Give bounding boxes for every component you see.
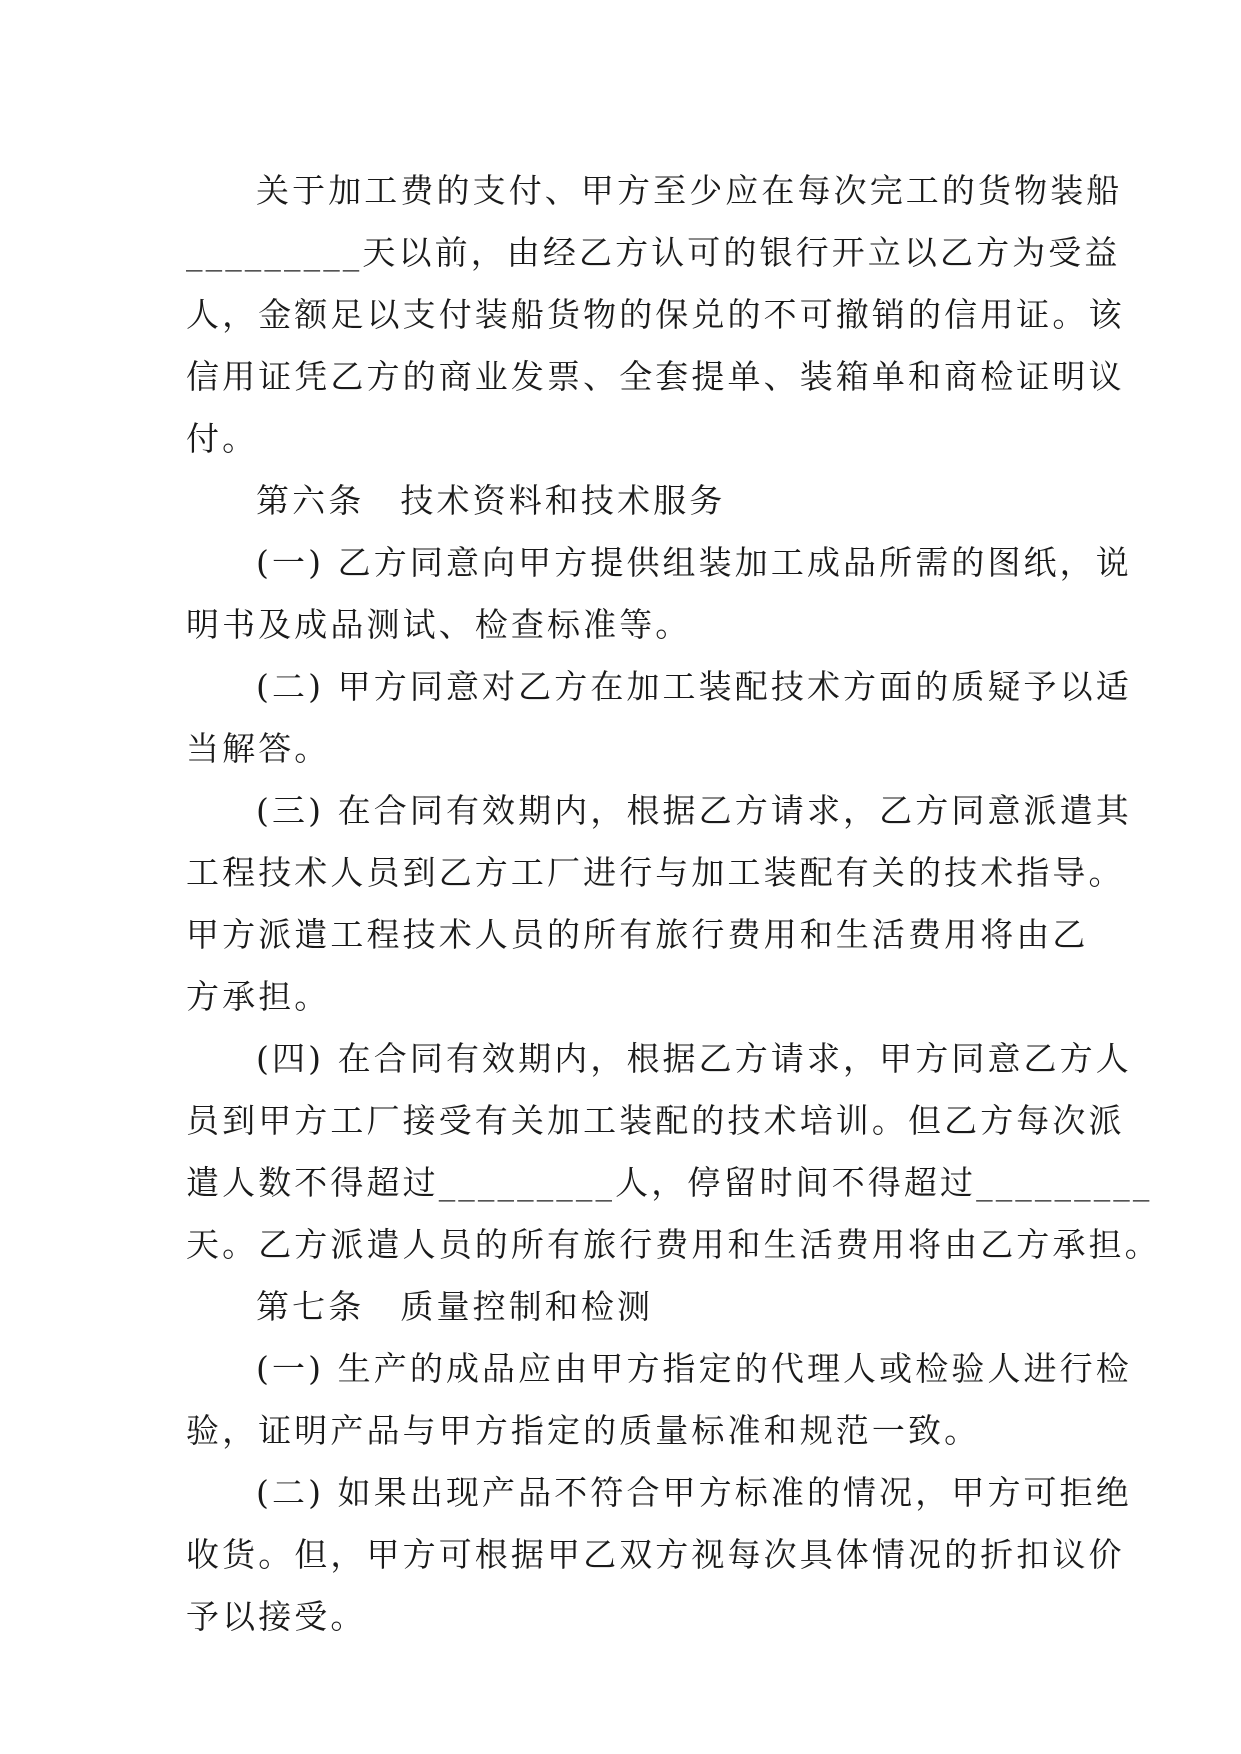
paragraph-line: 付。	[186, 419, 259, 458]
paragraph-line: (四) 在合同有效期内，根据乙方请求，甲方同意乙方人	[256, 1039, 1132, 1078]
article-heading: 第七条 质量控制和检测	[256, 1287, 654, 1326]
article-heading: 第六条 技术资料和技术服务	[256, 481, 726, 520]
paragraph-line: 明书及成品测试、检查标准等。	[186, 605, 692, 644]
paragraph-line: 验，证明产品与甲方指定的质量标准和规范一致。	[186, 1411, 981, 1450]
paragraph-line: 方承担。	[186, 977, 331, 1016]
paragraph-line: 遣人数不得超过_________人，停留时间不得超过_________	[186, 1163, 1153, 1202]
contract-body	[186, 160, 1161, 1648]
paragraph-line: 甲方派遣工程技术人员的所有旅行费用和生活费用将由乙	[186, 915, 1089, 954]
paragraph-line: _________天以前，由经乙方认可的银行开立以乙方为受益	[186, 233, 1121, 272]
paragraph-line: 收货。但，甲方可根据甲乙双方视每次具体情况的折扣议价	[186, 1535, 1125, 1574]
paragraph-line: (一) 生产的成品应由甲方指定的代理人或检验人进行检	[256, 1349, 1132, 1388]
paragraph-line: (二) 甲方同意对乙方在加工装配技术方面的质疑予以适	[256, 667, 1132, 706]
paragraph-line: (一) 乙方同意向甲方提供组装加工成品所需的图纸，说	[256, 543, 1132, 582]
paragraph-line: (三) 在合同有效期内，根据乙方请求，乙方同意派遣其	[256, 791, 1132, 830]
paragraph-line: 天。乙方派遣人员的所有旅行费用和生活费用将由乙方承担。	[186, 1225, 1161, 1264]
paragraph-line: 工程技术人员到乙方工厂进行与加工装配有关的技术指导。	[186, 853, 1125, 892]
paragraph-line: 员到甲方工厂接受有关加工装配的技术培训。但乙方每次派	[186, 1101, 1125, 1140]
paragraph-line: 关于加工费的支付、甲方至少应在每次完工的货物装船	[256, 171, 1123, 210]
paragraph-line: 当解答。	[186, 729, 331, 768]
paragraph-line: 信用证凭乙方的商业发票、全套提单、装箱单和商检证明议	[186, 357, 1125, 396]
paragraph-line: (二) 如果出现产品不符合甲方标准的情况，甲方可拒绝	[256, 1473, 1132, 1512]
paragraph-line: 予以接受。	[186, 1597, 367, 1636]
paragraph-line: 人，金额足以支付装船货物的保兑的不可撤销的信用证。该	[186, 295, 1125, 334]
